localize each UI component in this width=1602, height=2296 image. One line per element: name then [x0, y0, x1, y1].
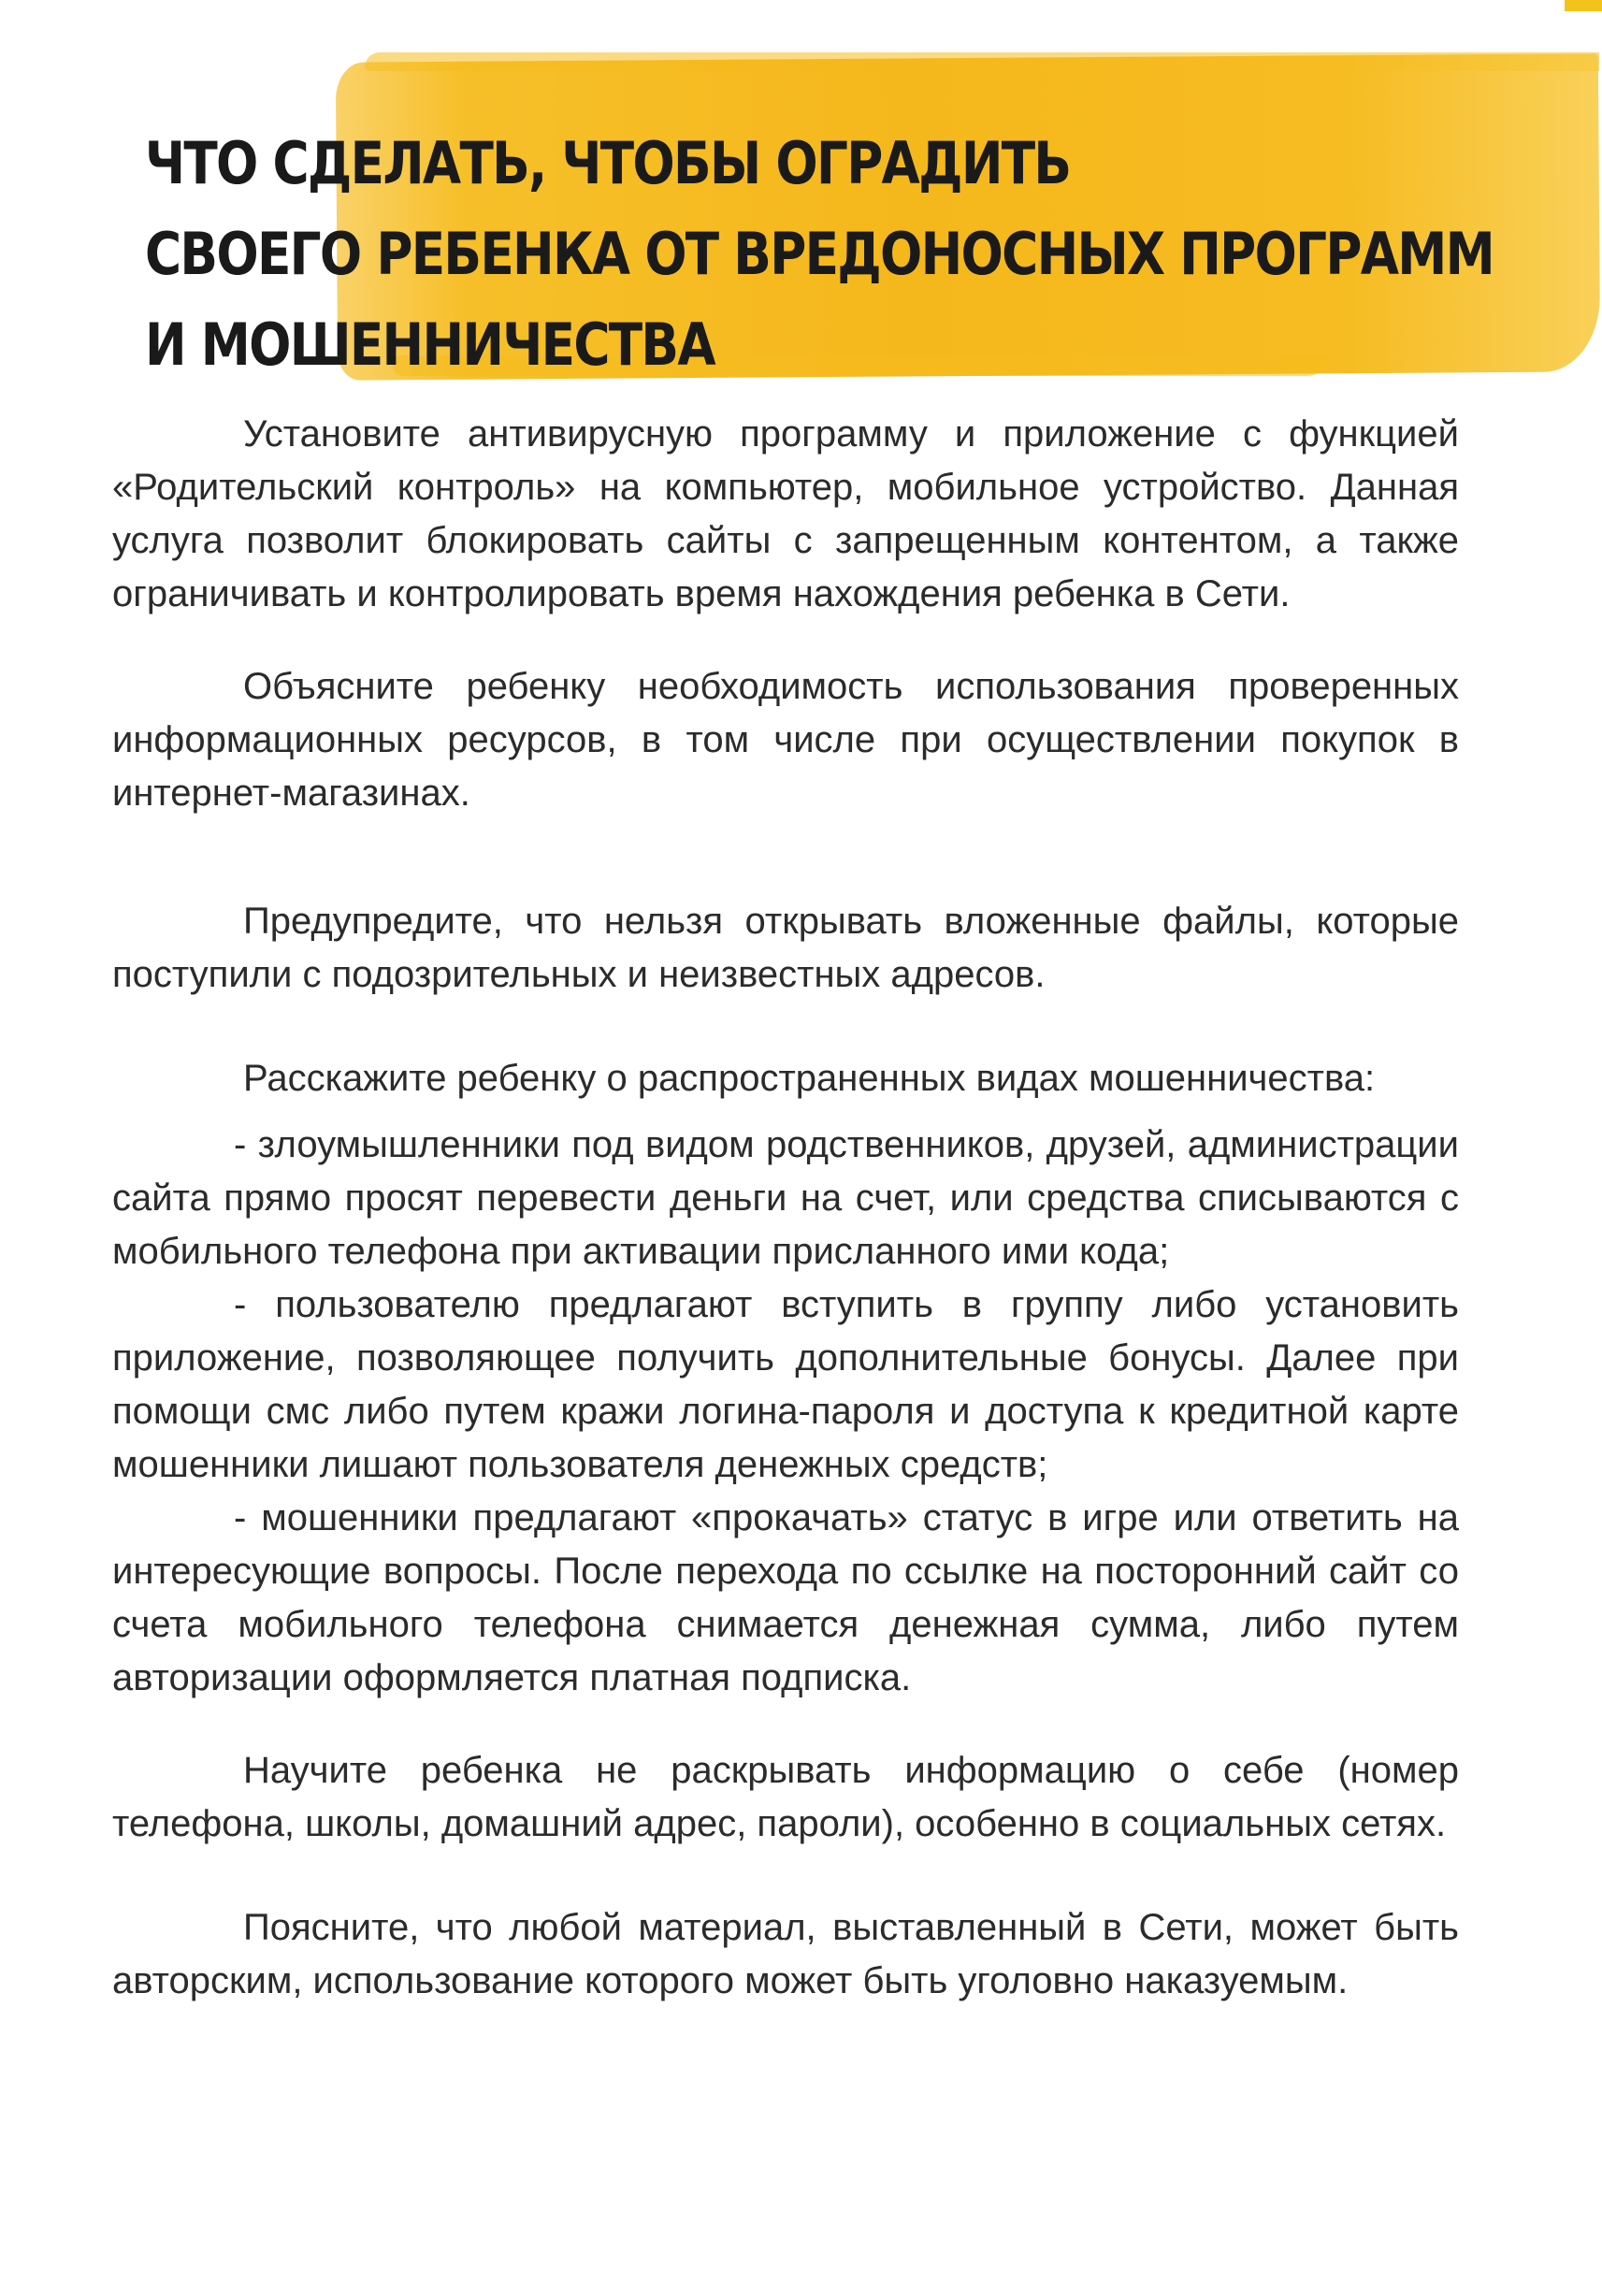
title-line-3: И МОШЕННИЧЕСТВА — [145, 310, 714, 379]
page-title — [145, 118, 1494, 390]
title-line-1: ЧТО СДЕЛАТЬ, ЧТОБЫ ОГРАДИТЬ — [145, 129, 1071, 197]
article-body — [112, 408, 1459, 2008]
fraud-list-item: - мошенники предлагают «прокачать» статус в игре или ответить на интересующие вопросы. После перехода по ссылке на посторонний сайт со счета мобильного телефона снимается денежная сумма, либо путем авторизации оформляется платная подписка. — [112, 1497, 1459, 1698]
paragraph-attachments: Предупредите, что нельзя открывать вложенные файлы, которые поступили с подозрительных и неизвестных адресов. — [112, 901, 1459, 995]
paragraph-copyright: Поясните, что любой материал, выставленный в Сети, может быть авторским, использование которого может быть уголовно наказуемым. — [112, 1907, 1459, 2001]
paragraph-resources: Объясните ребенку необходимость использования проверенных информационных ресурсов, в том числе при осуществлении покупок в интернет-магазинах. — [112, 666, 1459, 814]
title-line-2: СВОЕГО РЕБЕНКА ОТ ВРЕДОНОСНЫХ ПРОГРАММ — [145, 220, 1494, 288]
fraud-list-item: - пользователю предлагают вступить в группу либо установить приложение, позволяющее получить дополнительные бонусы. Далее при помощи смс либо путем кражи логина-пароля и доступа к кредитной карте мошенники лишают пользователя денежных средств; — [112, 1284, 1459, 1485]
corner-accent — [1565, 0, 1602, 11]
paragraph-privacy: Научите ребенка не раскрывать информацию о себе (номер телефона, школы, домашний адрес, пароли), особенно в социальных сетях. — [112, 1750, 1459, 1844]
paragraph-antivirus: Установите антивирусную программу и приложение с функцией «Родительский контроль» на компьютер, мобильное устройство. Данная услуга позволит блокировать сайты с запрещенным контентом, а также ограничивать и контролировать время нахождения ребенка в Сети. — [112, 413, 1459, 614]
paragraph-fraud-intro: Расскажите ребенку о распространенных видах мошенничества: — [243, 1058, 1376, 1099]
fraud-list-item: - злоумышленники под видом родственников, друзей, администрации сайта прямо просят перевести деньги на счет, или средства списываются с мобильного телефона при активации присланного ими кода; — [112, 1124, 1459, 1272]
